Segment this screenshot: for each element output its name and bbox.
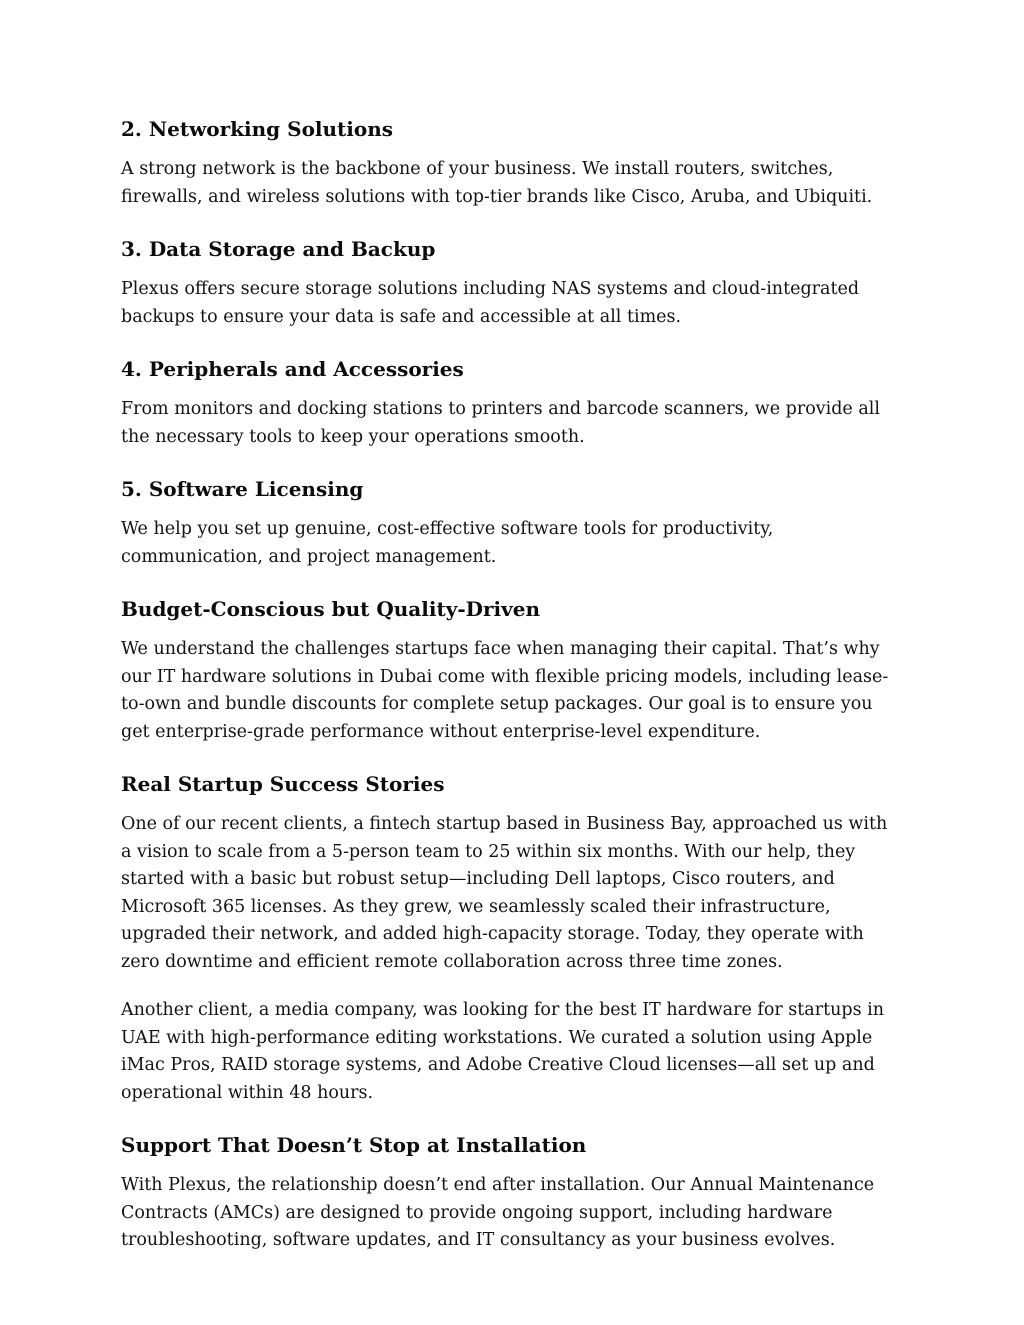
section-heading: Real Startup Success Stories bbox=[121, 772, 445, 796]
section-heading: 4. Peripherals and Accessories bbox=[121, 357, 464, 381]
section-heading: Support That Doesn’t Stop at Installation bbox=[121, 1133, 587, 1157]
section-heading: 3. Data Storage and Backup bbox=[121, 237, 436, 261]
section-heading: 2. Networking Solutions bbox=[121, 117, 394, 141]
body-paragraph: Another client, a media company, was looking for the best IT hardware for startups in UAE with high-performance editing workstations. We curated a solution using Apple iMac Pros, RAID storage systems, and Adobe Creative Cloud licenses—all set up and operational within 48 hours. bbox=[121, 1000, 885, 1103]
body-paragraph: From monitors and docking stations to printers and barcode scanners, we provide all the necessary tools to keep your operations smooth. bbox=[121, 399, 880, 447]
body-paragraph: We help you set up genuine, cost-effective software tools for productivity, communication, and project management. bbox=[121, 519, 774, 567]
body-paragraph: We understand the challenges startups face when managing their capital. That’s why our IT hardware solutions in Dubai come with flexible pricing models, including lease-to-own and bundle discounts for complete setup packages. Our goal is to ensure you get enterprise-grade performance without enterprise-level expenditure. bbox=[121, 639, 889, 742]
body-paragraph: A strong network is the backbone of your business. We install routers, switches, firewalls, and wireless solutions with top-tier brands like Cisco, Aruba, and Ubiquiti. bbox=[121, 159, 873, 207]
document-content bbox=[121, 116, 903, 1255]
section-heading: 5. Software Licensing bbox=[121, 477, 364, 501]
body-paragraph: Plexus offers secure storage solutions including NAS systems and cloud-integrated backups to ensure your data is safe and accessible at all times. bbox=[121, 279, 860, 327]
body-paragraph: With Plexus, the relationship doesn’t end after installation. Our Annual Maintenance Contracts (AMCs) are designed to provide ongoing support, including hardware troubleshooting, software updates, and IT consultancy as your business evolves. bbox=[121, 1175, 875, 1250]
section-heading: Budget-Conscious but Quality-Driven bbox=[121, 597, 540, 621]
body-paragraph: One of our recent clients, a fintech startup based in Business Bay, approached us with a vision to scale from a 5-person team to 25 within six months. With our help, they started with a basic but robust setup—including Dell laptops, Cisco routers, and Microsoft 365 licenses. As they grew, we seamlessly scaled their infrastructure, upgraded their network, and added high-capacity storage. Today, they operate with zero downtime and efficient remote collaboration across three time zones. bbox=[121, 814, 888, 972]
